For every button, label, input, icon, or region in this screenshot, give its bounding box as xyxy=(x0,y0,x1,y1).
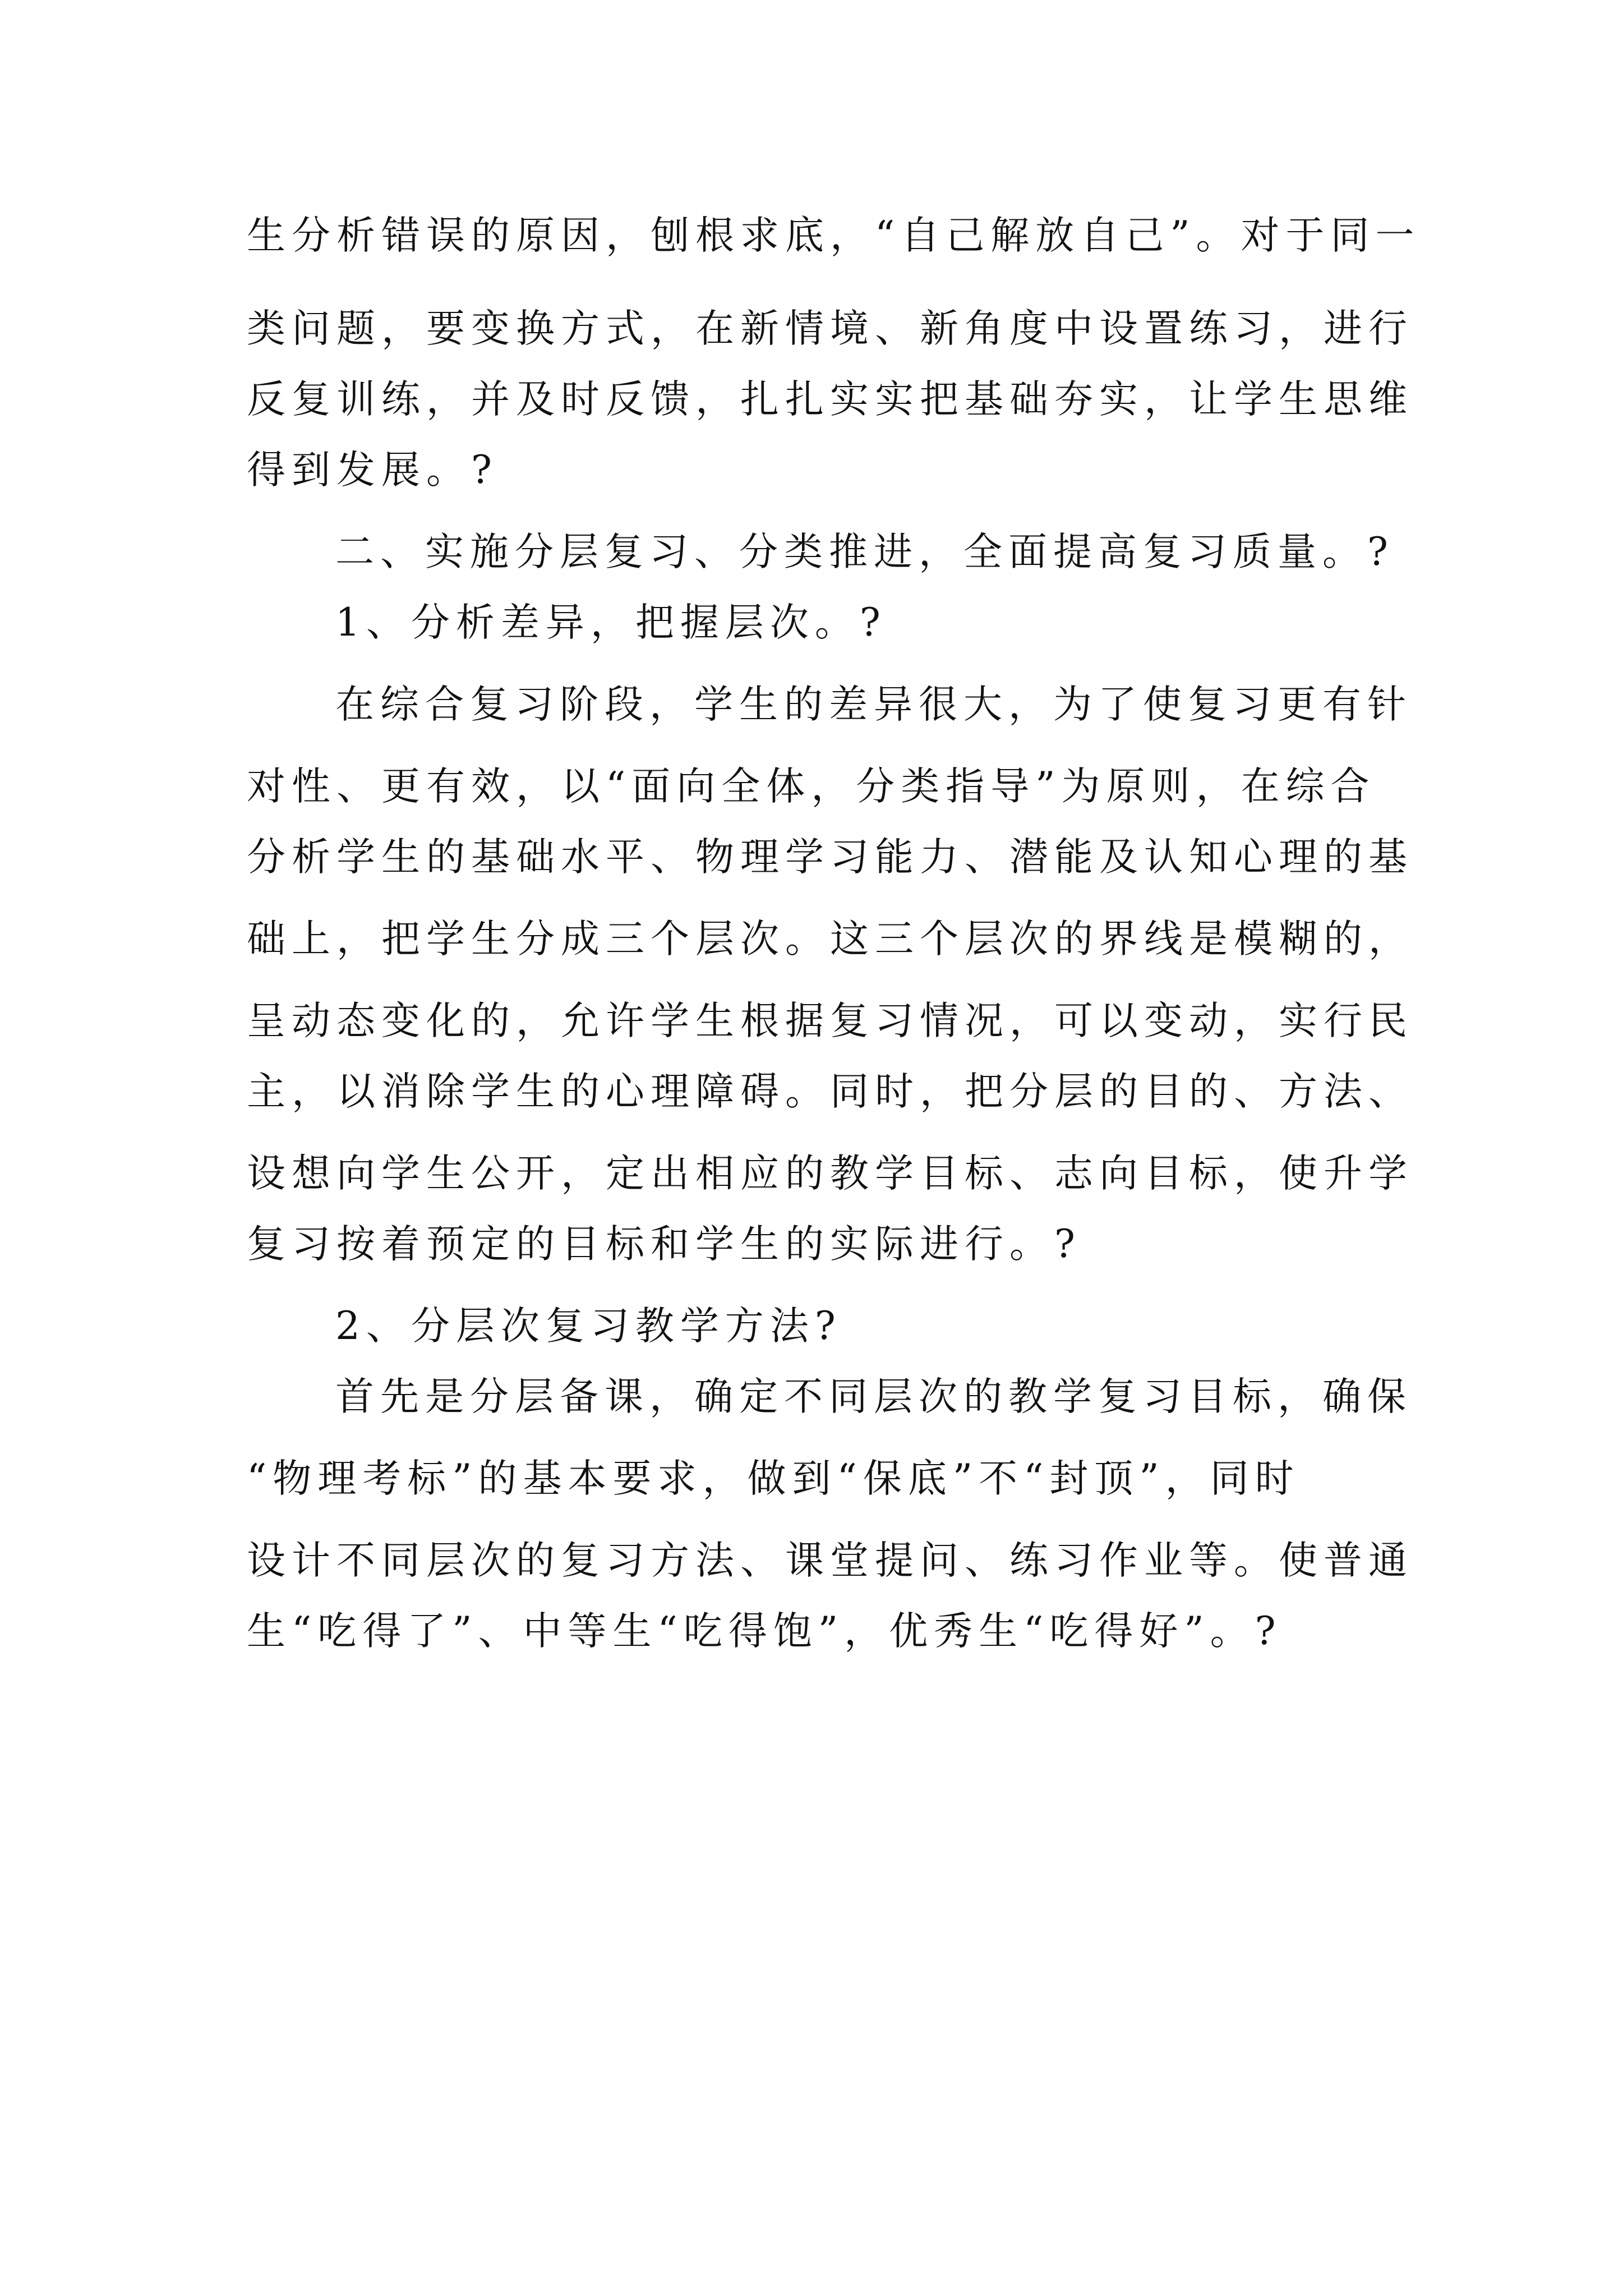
text-line: 生分析错误的原因，刨根求底，“自己解放自己”。对于同一 xyxy=(247,213,1421,258)
subsection-heading: 1、分析差异，把握层次。? xyxy=(335,600,887,645)
text-line: 设想向学生公开，定出相应的教学目标、志向目标，使升学 xyxy=(247,1151,1413,1196)
text-line: 在综合复习阶段，学生的差异很大，为了使复习更有针 xyxy=(335,682,1412,727)
section-heading: 二、实施分层复习、分类推进，全面提高复习质量。? xyxy=(335,530,1394,574)
text-line: 分析学生的基础水平、物理学习能力、潜能及认知心理的基 xyxy=(247,835,1413,880)
text-line: 首先是分层备课，确定不同层次的教学复习目标，确保 xyxy=(335,1374,1412,1419)
text-line: “物理考标”的基本要求，做到“保底”不“封顶”，同时 xyxy=(247,1456,1300,1501)
text-line: 类问题，要变换方式，在新情境、新角度中设置练习，进行 xyxy=(247,306,1413,351)
text-line: 生“吃得了”、中等生“吃得饱”，优秀生“吃得好”。? xyxy=(247,1609,1282,1654)
text-line: 主，以消除学生的心理障碍。同时，把分层的目的、方法、 xyxy=(247,1069,1413,1114)
text-line: 得到发展。? xyxy=(247,448,498,493)
text-line: 复习按着预定的目标和学生的实际进行。? xyxy=(247,1222,1081,1267)
text-line: 呈动态变化的，允许学生根据复习情况，可以变动，实行民 xyxy=(247,999,1413,1043)
text-line: 对性、更有效，以“面向全体，分类指导”为原则，在综合 xyxy=(247,764,1376,809)
subsection-heading: 2、分层次复习教学方法? xyxy=(335,1304,842,1349)
text-line: 反复训练，并及时反馈，扎扎实实把基础夯实，让学生思维 xyxy=(247,377,1413,422)
text-line: 设计不同层次的复习方法、课堂提问、练习作业等。使普通 xyxy=(247,1538,1413,1583)
text-line: 础上，把学生分成三个层次。这三个层次的界线是模糊的， xyxy=(247,917,1413,961)
